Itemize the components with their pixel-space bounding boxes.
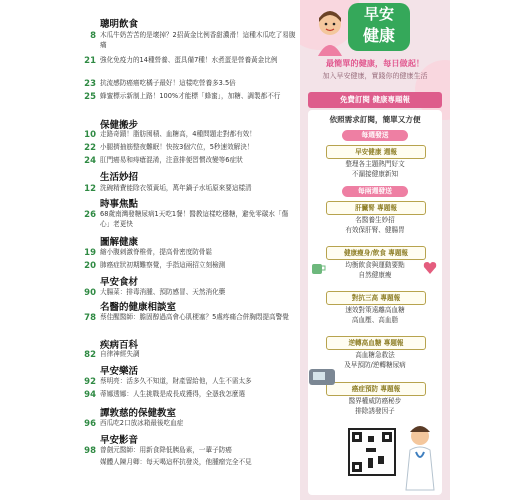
entry-text: 68歲南灣發糖尿病1天吃1餐！醫教這樣吃穩糖，避免零碳水「傷心」老更快 xyxy=(100,210,289,228)
tagline: 最簡單的健康，每日做起！ xyxy=(325,58,425,68)
weekly-label: 每週發送 xyxy=(342,130,408,141)
page-number: 12 xyxy=(84,184,96,194)
newsletter-desc: 高血糖急救法 及早預防/逆轉糖尿病 xyxy=(344,351,406,369)
newsletter-pill[interactable]: 肝臟腎 專題報 xyxy=(326,201,426,215)
toc-entry[interactable] xyxy=(80,313,300,337)
newsletter-pill[interactable]: 健康瘦身/飲食 專題報 xyxy=(326,246,426,260)
entry-text: 蒂娜透娜：人生挑戰是成長成獲得，全憑我怎麼選 xyxy=(100,390,246,398)
section-title: 名醫的健康相談室 xyxy=(100,302,177,313)
heart-icon xyxy=(422,260,438,276)
page-number: 25 xyxy=(84,92,96,102)
section-title: 疾病百科 xyxy=(100,340,139,351)
entry-text: 小腿擠抽筋整夜難眠！快按3個穴位，5秒速效解決！ xyxy=(100,143,254,151)
toc-entry[interactable] xyxy=(80,458,300,482)
entry-text: 西瓜吃2口放冰箱最後吃血症 xyxy=(100,419,184,427)
newsletter-pill[interactable]: 逆轉高血糖 專題報 xyxy=(326,336,426,350)
page-number: 10 xyxy=(84,130,96,140)
toc-entry[interactable] xyxy=(80,56,300,80)
blood-pressure-monitor-icon xyxy=(308,365,338,387)
section-title: 譚敦慈的保健教室 xyxy=(100,408,177,419)
subscribe-banner[interactable]: 免費訂閱 健康專題報 xyxy=(308,92,442,108)
newsletter-desc: 均衡飲食與運動要點 自然健康瘦 xyxy=(345,261,405,279)
logo-line1: 早安 xyxy=(363,5,394,23)
section-title: 圖解健康 xyxy=(100,237,139,248)
page-number: 82 xyxy=(84,350,96,360)
section-title: 生活妙招 xyxy=(100,172,139,183)
nurse-illustration-icon xyxy=(400,422,440,492)
section-title: 時事焦點 xyxy=(100,199,139,210)
entry-text: 抗流感防癌癌吃橘子最好！這樣吃營養多3.5倍 xyxy=(100,79,236,87)
entry-text: 大腸菜：排毒消腫、預防感冒、天然消化藥 xyxy=(100,288,226,296)
page-number: 22 xyxy=(84,143,96,153)
logo-line2: 健康 xyxy=(362,26,395,45)
section-title: 早安食材 xyxy=(100,277,139,288)
section-title: 聰明飲食 xyxy=(100,19,139,30)
entry-text: 媒體人陳月卿：每天喝這杯抗發炎，他腫瘤完全不見 xyxy=(100,458,252,466)
entry-text: 蔡佳醒醫師：膽固醇過高會心肌梗塞？5處疼痛合併胸悶提高警覺 xyxy=(100,313,289,321)
page-number: 19 xyxy=(84,248,96,258)
entry-text: 蔡明亮：活多久不知道，財產留給他，人生不需太多 xyxy=(100,377,252,385)
section-title: 保健搬步 xyxy=(100,120,139,131)
cup-icon xyxy=(310,260,328,276)
page-number: 90 xyxy=(84,288,96,298)
page-number: 23 xyxy=(84,79,96,89)
newsletter-pill[interactable]: 早安健康 週報 xyxy=(326,145,426,159)
sub-tagline: 加入早安健康，實踐你的健康生活 xyxy=(322,72,428,80)
newsletter-desc: 整理各主題熱門好文 不漏接健康新知 xyxy=(345,160,405,178)
toc-entry[interactable] xyxy=(80,210,300,234)
page-number: 96 xyxy=(84,419,96,429)
qr-code[interactable] xyxy=(348,428,396,476)
newsletter-pill[interactable]: 癌症預防 專題報 xyxy=(326,382,426,396)
newsletter-promo-panel xyxy=(300,0,450,500)
newsletter-desc: 名醫養生妙招 有效保肝腎、健腸胃 xyxy=(345,216,405,234)
page-number: 8 xyxy=(90,31,96,41)
page-number: 21 xyxy=(84,56,96,66)
entry-text: 木瓜牛奶苦苦的是壞掉？2招黃金比例香甜濃滑！這種木瓜吃了易腹痛 xyxy=(100,31,296,49)
toc-entry[interactable] xyxy=(80,31,300,55)
newsletter-desc: 醫界權威防癌秘步 排除誘發因子 xyxy=(348,397,402,415)
entry-text: 曾劍元醫師：用新食降低胰島素，一輩子防癌 xyxy=(100,446,232,454)
newsletter-desc: 速效對策遠離高血糖 高血壓、高血脂 xyxy=(345,306,405,324)
entry-text: 肺癌症狀初期難察覺，手指這兩招立刻檢測 xyxy=(100,261,226,269)
section-title: 早安樂活 xyxy=(100,366,139,377)
page-number: 78 xyxy=(84,313,96,323)
newsletter-pill[interactable]: 對抗三高 專題報 xyxy=(326,291,426,305)
mascot-icon xyxy=(312,10,348,58)
entry-text: 走路奇蹟！脂肪囤積、血糖高，4種問題走對都有效！ xyxy=(100,130,256,138)
entry-text: 自律神經失調 xyxy=(100,350,140,358)
entry-text: 強化免疫力的14種營養、蛋具備7種！水煮蛋是營養黃金比例 xyxy=(100,56,278,64)
toc-entry[interactable] xyxy=(80,92,300,116)
page-number: 94 xyxy=(84,390,96,400)
page-number: 98 xyxy=(84,446,96,456)
brand-logo xyxy=(348,3,410,51)
entry-text: 蜂蜜標示新制上路！100%才能標「蜂蜜」，加糖、調製都不行 xyxy=(100,92,281,100)
biweekly-label: 每兩週發送 xyxy=(342,186,408,197)
entry-text: 縮小腹刺激脊椎骨，提高骨密度防骨鬆 xyxy=(100,248,213,256)
section-title: 早安影音 xyxy=(100,435,139,446)
page-number: 20 xyxy=(84,261,96,271)
page-number: 92 xyxy=(84,377,96,387)
page-number: 26 xyxy=(84,210,96,220)
entry-text: 肛門癌易和痔瘡混淆，注意排便習慣改變等6症狀 xyxy=(100,156,243,164)
newsletter-card xyxy=(308,110,442,495)
page-number: 24 xyxy=(84,156,96,166)
card-subtitle: 依照需求訂閱，簡單又方便 xyxy=(329,115,421,124)
entry-text: 洗碗精費能除衣領黃垢，萬年鍋子水垢原來要這樣清 xyxy=(100,184,252,192)
